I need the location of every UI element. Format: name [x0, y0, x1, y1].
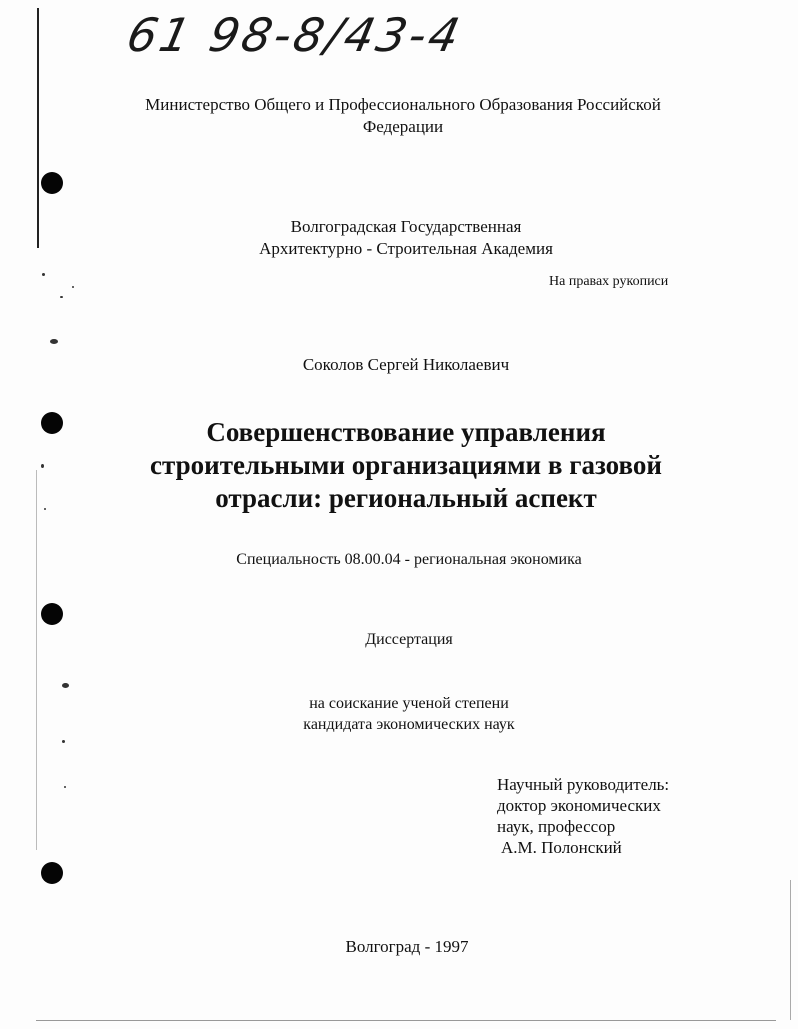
manuscript-rights-note: На правах рукописи — [549, 274, 669, 289]
scientific-supervisor — [497, 774, 669, 858]
supervisor-degree-line-1: доктор экономических — [497, 796, 661, 815]
degree-line-2: кандидата экономических наук — [303, 716, 515, 733]
institution-name — [7, 216, 798, 260]
ministry-line-1: Министерство Общего и Профессионального Образования Российской — [145, 95, 661, 114]
punch-hole-1 — [41, 172, 63, 194]
scan-speck — [72, 286, 74, 288]
title-line-2: строительными организациями в газовой — [150, 450, 662, 480]
institution-line-2: Архитектурно - Строительная Академия — [259, 239, 553, 258]
specialty-line: Специальность 08.00.04 - региональная экономика — [236, 551, 582, 568]
ministry-line-2: Федерации — [362, 117, 444, 136]
dissertation-title — [7, 416, 798, 515]
punch-hole-3 — [41, 603, 63, 625]
scan-speck — [42, 273, 45, 276]
scan-speck — [50, 339, 58, 344]
handwritten-call-number: 61 98-8/43-4 — [122, 8, 468, 62]
supervisor-name: А.М. Полонский — [501, 838, 622, 857]
punch-hole-4 — [41, 862, 63, 884]
supervisor-degree-line-2: наук, профессор — [497, 817, 616, 836]
document-type: Диссертация — [365, 631, 453, 648]
institution-line-1: Волгоградская Государственная — [290, 217, 522, 236]
scan-speck — [64, 786, 66, 788]
scan-speck — [62, 683, 69, 688]
ministry-header — [4, 94, 798, 138]
scan-speck — [62, 740, 65, 743]
supervisor-label: Научный руководитель: — [497, 775, 670, 794]
degree-line-1: на соискание ученой степени — [309, 695, 509, 712]
degree-sought — [10, 693, 798, 735]
author-name: Соколов Сергей Николаевич — [302, 355, 510, 374]
title-line-1: Совершенствование управления — [206, 417, 606, 447]
title-line-3: отрасли: региональный аспект — [215, 483, 597, 513]
scan-speck — [60, 296, 63, 298]
city-year: Волгоград - 1997 — [345, 937, 469, 956]
scan-bottom-line — [36, 1020, 776, 1021]
scan-edge-line-bottom — [36, 470, 37, 850]
